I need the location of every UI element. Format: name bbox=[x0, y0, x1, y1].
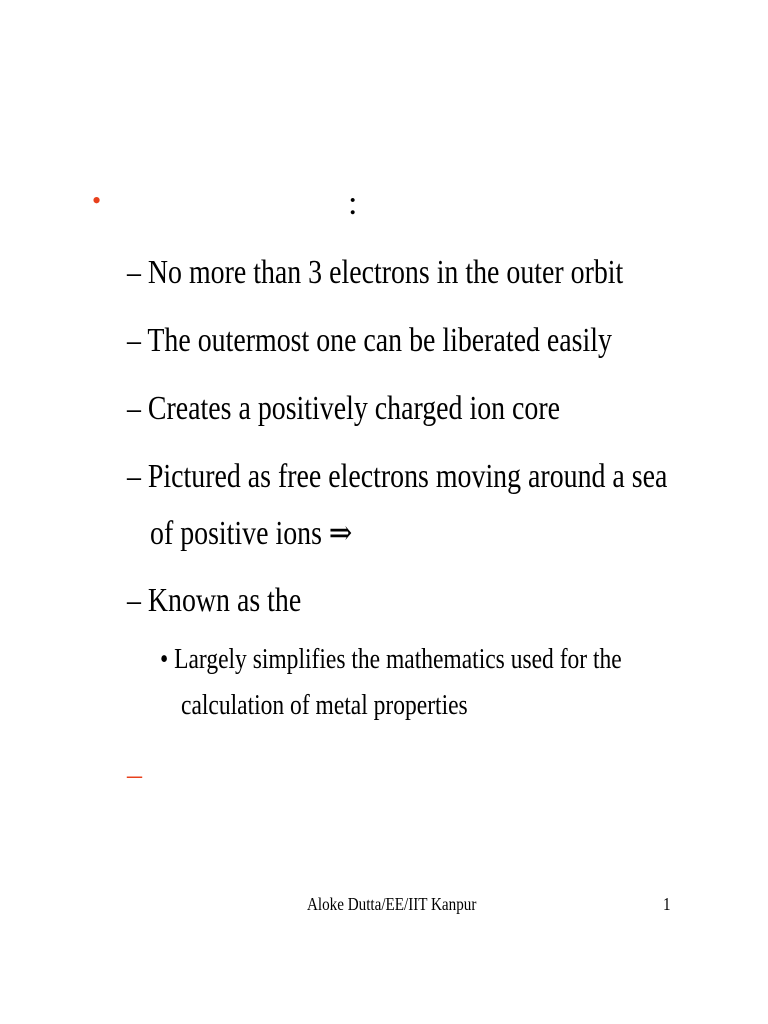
subitem-simplifies-continued: calculation of metal properties bbox=[181, 690, 468, 721]
main-bullet: • bbox=[92, 186, 102, 215]
subitem-simplifies: • Largely simplifies the mathematics used for the bbox=[160, 644, 622, 675]
list-item-known-as: – Known as the bbox=[127, 582, 302, 619]
page-number: 1 bbox=[663, 894, 671, 914]
list-item-free-electrons: – Pictured as free electrons moving around a sea bbox=[127, 458, 668, 495]
empty-list-dash: – bbox=[127, 758, 142, 791]
footer-author: Aloke Dutta/EE/IIT Kanpur bbox=[307, 894, 477, 914]
list-item-free-electrons-continued: of positive ions ⇒ bbox=[150, 515, 353, 552]
heading-colon: : bbox=[348, 185, 358, 222]
list-item-ion-core: – Creates a positively charged ion core bbox=[127, 390, 561, 427]
list-item-liberated: – The outermost one can be liberated easily bbox=[127, 322, 612, 359]
list-item-outer-orbit: – No more than 3 electrons in the outer orbit bbox=[127, 254, 624, 291]
